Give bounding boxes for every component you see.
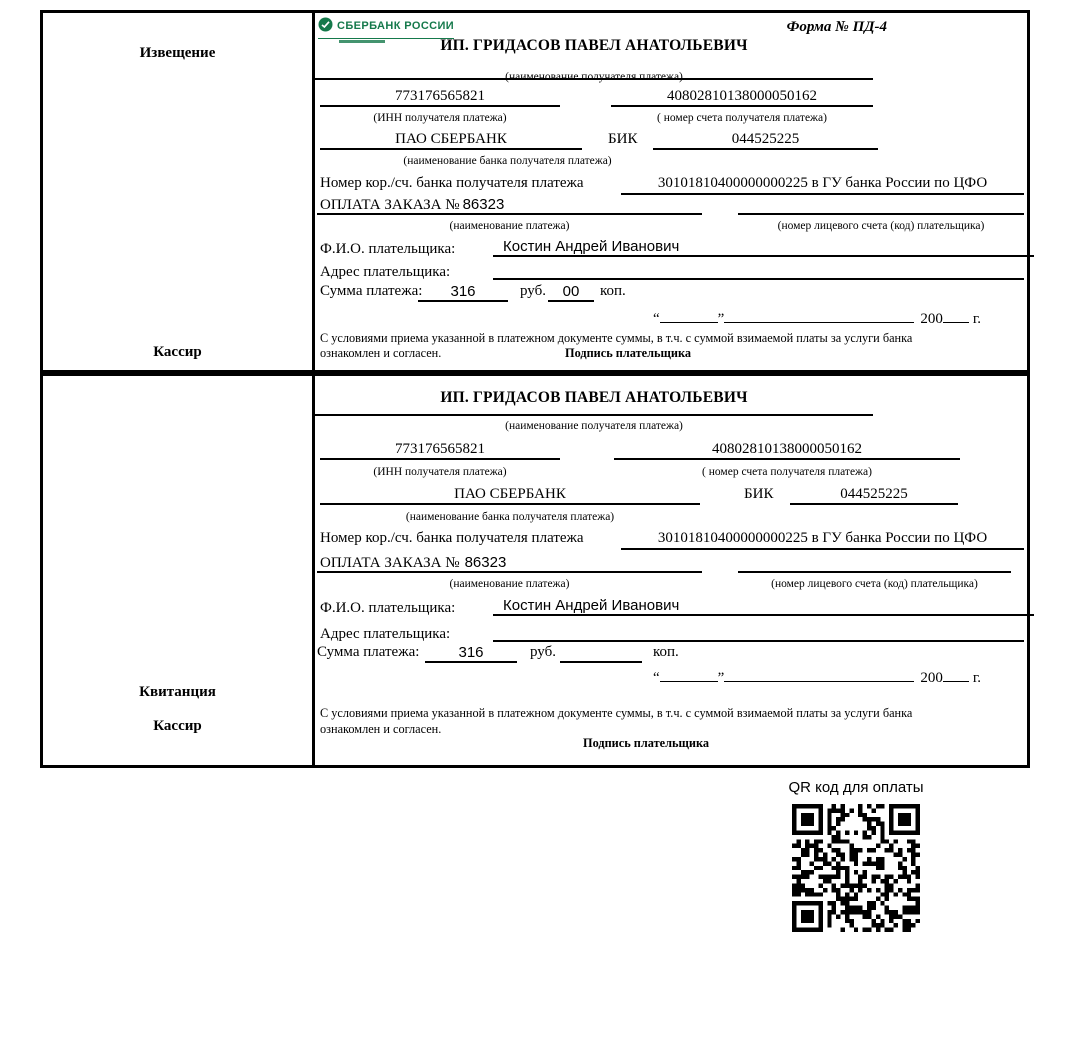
sum-rub-value: 316 xyxy=(425,644,517,663)
form-number-label: Форма № ПД-4 xyxy=(786,19,887,35)
qr-block xyxy=(770,779,942,937)
corr-account-label: Номер кор./сч. банка получателя платежа xyxy=(320,175,584,191)
payment-purpose xyxy=(317,554,702,573)
payer-address-line xyxy=(493,623,1024,642)
account-caption: ( номер счета получателя платежа) xyxy=(702,466,872,478)
qr-caption: QR код для оплаты xyxy=(788,779,924,796)
corr-account-value: 30101810400000000225 в ГУ банка России по ЦФО xyxy=(621,530,1024,550)
payment-sum-label: Сумма платежа: xyxy=(317,644,420,660)
payee-name: ИП. ГРИДАСОВ ПАВЕЛ АНАТОЛЬЕВИЧ xyxy=(315,390,873,416)
date-year-line xyxy=(943,668,969,682)
account-caption: ( номер счета получателя платежа) xyxy=(657,112,827,124)
date-quote-close: ” xyxy=(717,311,725,327)
payer-address-label: Адрес плательщика: xyxy=(320,264,451,280)
payment-sum-label: Сумма платежа: xyxy=(320,283,423,299)
date-month-line xyxy=(724,668,914,682)
notice-label: Извещение xyxy=(139,45,216,61)
payment-name-caption: (наименование платежа) xyxy=(449,578,570,590)
payee-name-caption: (наименование получателя платежа) xyxy=(505,71,683,83)
inn-caption: (ИНН получателя платежа) xyxy=(373,466,507,478)
terms-text: С условиями приема указанной в платежном документе суммы, в т.ч. с суммой взимаемой платы за услуги банка xyxy=(320,706,913,720)
personal-account-line xyxy=(738,196,1024,215)
date-quote-open: “ xyxy=(653,311,660,327)
payment-purpose xyxy=(317,196,702,215)
payee-account: 40802810138000050162 xyxy=(611,88,873,107)
sberbank-logo-lockup xyxy=(318,17,454,39)
date-year-suffix: г. xyxy=(972,311,982,327)
kop-label: коп. xyxy=(600,283,626,299)
payer-signature-label: Подпись плательщика xyxy=(565,346,692,360)
receipt-label: Квитанция xyxy=(139,684,216,700)
payer-address-label: Адрес плательщика: xyxy=(320,626,451,642)
sum-rub-value: 316 xyxy=(418,283,508,302)
date-year-line xyxy=(943,309,969,323)
sum-kop-value: 00 xyxy=(548,283,594,302)
payee-account: 40802810138000050162 xyxy=(614,441,960,460)
payer-name-label: Ф.И.О. плательщика: xyxy=(320,241,456,257)
cashier-label: Кассир xyxy=(153,344,202,360)
payer-address-line xyxy=(493,261,1024,280)
payee-inn: 773176565821 xyxy=(320,88,560,107)
rub-label: руб. xyxy=(520,283,546,299)
order-number: 86323 xyxy=(464,554,507,571)
payee-name: ИП. ГРИДАСОВ ПАВЕЛ АНАТОЛЬЕВИЧ xyxy=(315,38,873,80)
receipt-section xyxy=(40,373,1030,768)
date-quote-close: ” xyxy=(717,670,725,686)
sberbank-logo-text: СБЕРБАНК РОССИИ xyxy=(337,20,455,32)
bik-label: БИК xyxy=(608,131,638,147)
corr-account-label: Номер кор./сч. банка получателя платежа xyxy=(320,530,584,546)
personal-account-caption: (номер лицевого счета (код) плательщика) xyxy=(771,578,978,590)
sum-kop-value xyxy=(560,644,642,663)
rub-label: руб. xyxy=(530,644,556,660)
order-number: 86323 xyxy=(462,196,505,213)
personal-account-caption: (номер лицевого счета (код) плательщика) xyxy=(777,220,985,232)
bank-name-caption: (наименование банка получателя платежа) xyxy=(403,155,612,167)
receipt-right-cell xyxy=(315,376,1027,765)
bik-label: БИК xyxy=(744,486,774,502)
date-year-prefix: 200 xyxy=(920,670,943,686)
date-line xyxy=(653,309,981,328)
notice-right-cell xyxy=(315,13,1027,370)
payer-name-value: Костин Андрей Иванович xyxy=(493,597,1034,616)
corr-account-value: 30101810400000000225 в ГУ банка России по ЦФО xyxy=(621,175,1024,195)
bank-name-caption: (наименование банка получателя платежа) xyxy=(405,511,615,523)
inn-caption: (ИНН получателя платежа) xyxy=(373,112,507,124)
payment-purpose-prefix: ОПЛАТА ЗАКАЗА № xyxy=(320,197,460,213)
terms-text: С условиями приема указанной в платежном документе суммы, в т.ч. с суммой взимаемой платы за услуги банка xyxy=(320,331,913,345)
kop-label: коп. xyxy=(653,644,679,660)
notice-section xyxy=(40,10,1030,373)
bik-value: 044525225 xyxy=(653,131,878,150)
personal-account-line xyxy=(738,554,1011,573)
date-day-line xyxy=(660,309,718,323)
payee-inn: 773176565821 xyxy=(320,441,560,460)
payment-purpose-prefix: ОПЛАТА ЗАКАЗА № xyxy=(320,555,460,571)
date-quote-open: “ xyxy=(653,670,660,686)
terms-text-2: ознакомлен и согласен. xyxy=(320,722,442,736)
notice-left-cell xyxy=(43,13,312,370)
payer-signature-label: Подпись плательщика xyxy=(583,736,710,750)
date-line xyxy=(653,668,981,687)
date-day-line xyxy=(660,668,718,682)
date-month-line xyxy=(724,309,914,323)
qr-code xyxy=(770,804,942,937)
sberbank-check-icon xyxy=(318,17,333,32)
payment-name-caption: (наименование платежа) xyxy=(449,220,570,232)
bank-name: ПАО СБЕРБАНК xyxy=(320,131,582,150)
receipt-left-cell xyxy=(43,376,312,765)
date-year-prefix: 200 xyxy=(920,311,943,327)
date-year-suffix: г. xyxy=(972,670,982,686)
payer-name-value: Костин Андрей Иванович xyxy=(493,238,1034,257)
payee-name-caption: (наименование получателя платежа) xyxy=(505,420,683,432)
cashier-label: Кассир xyxy=(153,718,202,734)
payer-name-label: Ф.И.О. плательщика: xyxy=(320,600,456,616)
bik-value: 044525225 xyxy=(790,486,958,505)
terms-text-2: ознакомлен и согласен. xyxy=(320,346,442,360)
bank-name: ПАО СБЕРБАНК xyxy=(320,486,700,505)
